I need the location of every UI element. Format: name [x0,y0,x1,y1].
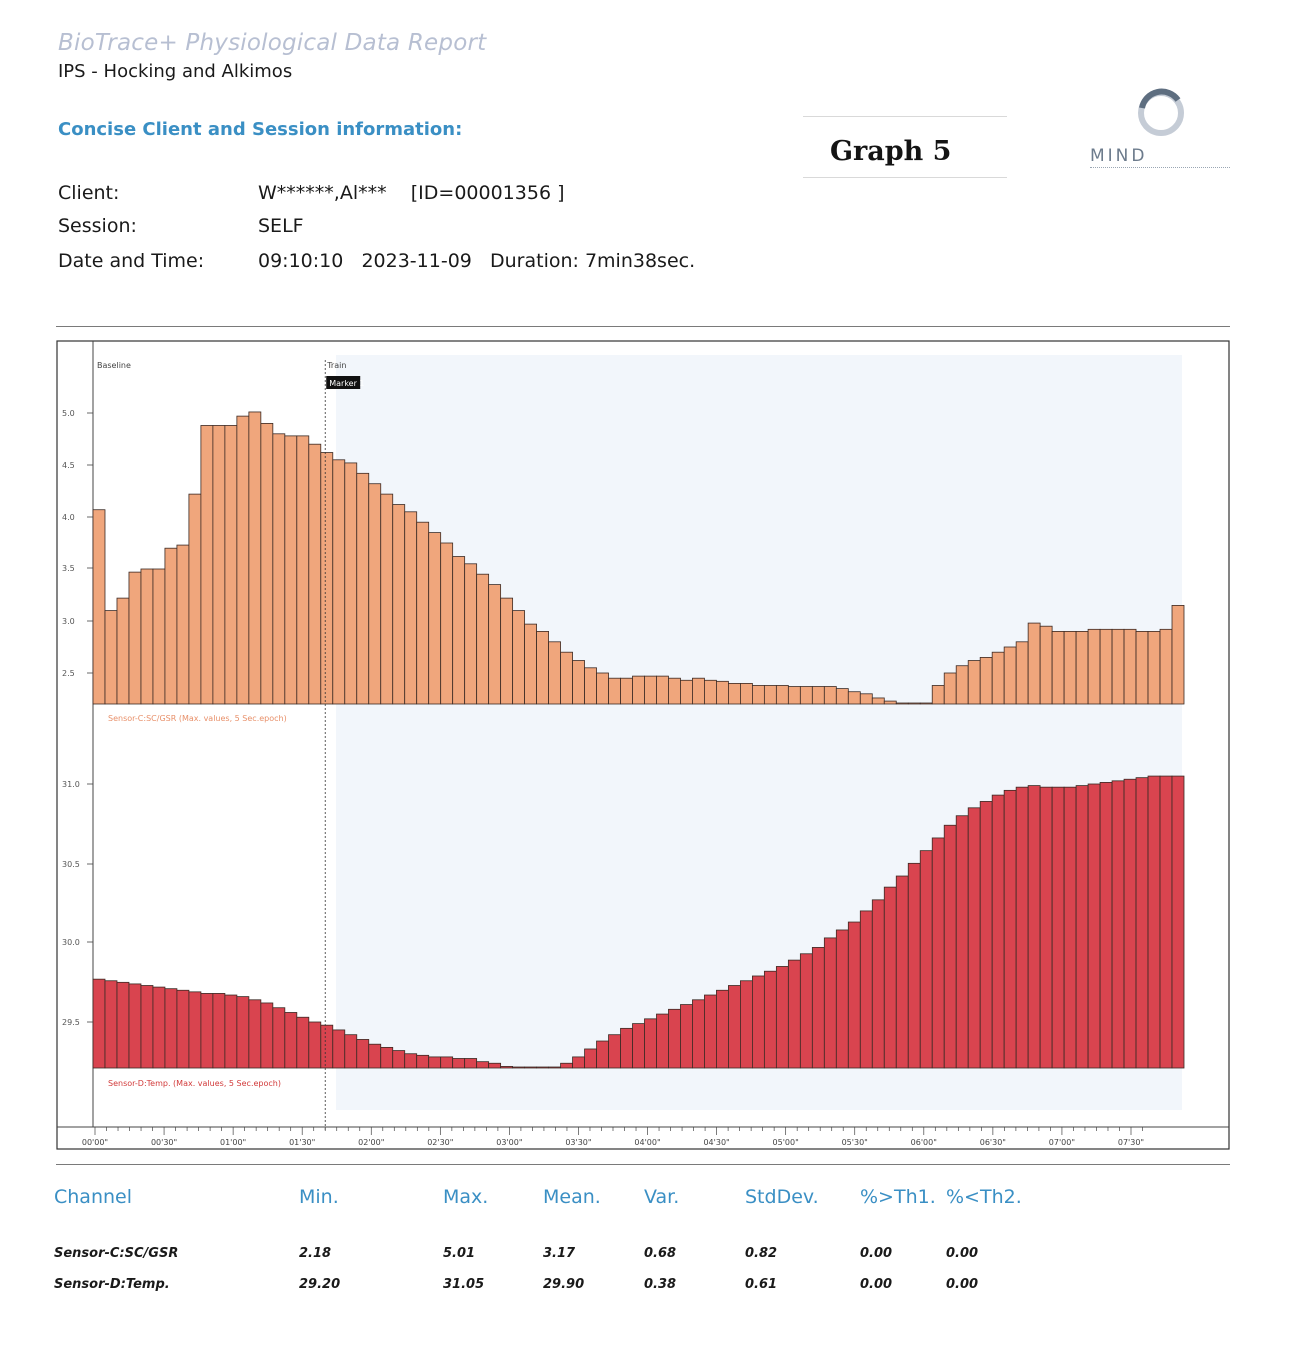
bar-gsr [297,436,309,704]
bar-temp [201,993,213,1068]
bar-temp [597,1041,609,1068]
bar-gsr [1064,631,1076,704]
bar-gsr [824,687,836,704]
bar-temp [908,863,920,1068]
bar-temp [537,1067,549,1068]
bar-temp [501,1066,513,1068]
bar-temp [1004,790,1016,1068]
bar-gsr [597,673,609,704]
y-tick-label: 3.5 [62,564,75,573]
bar-gsr [633,676,645,704]
bar-gsr [848,692,860,704]
bar-gsr [1004,647,1016,704]
bar-temp [1064,787,1076,1068]
y-tick-label: 30.0 [62,938,80,947]
bar-gsr [237,416,249,704]
bar-temp [644,1019,656,1068]
bar-temp [944,825,956,1068]
bar-temp [381,1047,393,1068]
bar-temp [860,911,872,1068]
bar-gsr [1112,629,1124,704]
report-title: BioTrace+ Physiological Data Report [58,30,487,56]
bar-temp [117,982,129,1068]
bar-temp [680,1005,692,1068]
bar-temp [477,1062,489,1068]
bar-temp [968,808,980,1068]
bar-temp [668,1009,680,1068]
bar-temp [656,1014,668,1068]
bar-gsr [968,661,980,704]
bar-temp [429,1057,441,1068]
stats-header: StdDev. [745,1186,819,1208]
bar-gsr [393,505,405,704]
bar-gsr [453,557,465,704]
bar-temp [1040,787,1052,1068]
stats-cell: 0.82 [745,1246,778,1261]
bar-temp [561,1063,573,1068]
bar-temp [105,981,117,1068]
bar-temp [1028,786,1040,1068]
bar-temp [369,1044,381,1068]
bar-temp [513,1067,525,1068]
bar-gsr [896,703,908,704]
bar-gsr [860,694,872,704]
bar-temp [141,986,153,1068]
bar-gsr [776,685,788,704]
bar-temp [764,971,776,1068]
stats-row-channel: Sensor-D:Temp. [54,1277,170,1292]
bar-temp [896,876,908,1068]
organization-name: IPS - Hocking and Alkimos [58,61,293,82]
bar-temp [704,995,716,1068]
bar-temp [153,987,165,1068]
bar-temp [393,1051,405,1068]
bar-gsr [764,685,776,704]
bar-gsr [872,698,884,704]
stats-cell: 29.20 [299,1277,341,1292]
bar-gsr [225,425,237,704]
bar-gsr [788,687,800,704]
bar-temp [273,1008,285,1068]
bar-gsr [417,522,429,704]
bar-temp [728,986,740,1068]
bar-gsr [1076,631,1088,704]
y-tick-label: 3.0 [62,617,75,626]
bar-gsr [165,548,177,704]
bar-temp [884,887,896,1068]
x-tick-label: 03'30" [565,1138,592,1147]
bar-temp [788,960,800,1068]
bar-gsr [680,680,692,704]
stats-cell: 0.00 [860,1277,893,1292]
x-tick-label: 06'30" [979,1138,1006,1147]
bar-gsr [273,434,285,704]
bar-temp [165,989,177,1068]
marker-tag: Marker 1 [329,379,365,388]
bar-temp [920,851,932,1068]
bar-gsr [800,687,812,704]
bar-gsr [1148,631,1160,704]
bar-temp [189,992,201,1068]
bar-temp [309,1022,321,1068]
bar-gsr [920,703,932,704]
stats-cell: 0.00 [946,1277,979,1292]
bar-temp [848,922,860,1068]
bar-temp [177,990,189,1068]
bar-temp [800,954,812,1068]
bar-gsr [908,703,920,704]
bar-gsr [1016,642,1028,704]
bar-temp [1052,787,1064,1068]
x-tick-label: 07'00" [1048,1138,1076,1147]
bar-temp [93,979,105,1068]
bar-gsr [704,680,716,704]
bar-gsr [405,512,417,704]
bar-temp [836,930,848,1068]
series-label: Sensor-D:Temp. (Max. values, 5 Sec.epoch) [108,1079,281,1088]
bar-temp [980,801,992,1068]
bar-temp [573,1057,585,1068]
bar-gsr [525,624,537,704]
x-tick-label: 04'30" [703,1138,730,1147]
bar-temp [417,1055,429,1068]
y-tick-label: 4.5 [62,461,75,470]
bar-temp [1124,779,1136,1068]
bar-gsr [884,701,896,704]
bar-gsr [285,436,297,704]
bar-gsr [932,685,944,704]
bar-temp [285,1012,297,1068]
stats-cell: 0.61 [745,1277,778,1292]
bar-gsr [381,494,393,704]
bar-temp [1160,776,1172,1068]
bar-gsr [213,425,225,704]
bar-gsr [369,484,381,704]
bar-temp [740,981,752,1068]
bar-gsr [189,494,201,704]
stats-cell: 5.01 [443,1246,476,1261]
bar-gsr [309,444,321,704]
bar-temp [225,995,237,1068]
divider-bottom [56,1164,1230,1165]
bar-temp [213,993,225,1068]
bar-gsr [1124,629,1136,704]
bar-temp [525,1067,537,1068]
session-value: SELF [258,215,304,237]
bar-gsr [1088,629,1100,704]
bar-temp [1100,782,1112,1068]
bar-temp [297,1017,309,1068]
bar-gsr [93,510,105,704]
bar-gsr [549,642,561,704]
series-label: Sensor-C:SC/GSR (Max. values, 5 Sec.epoch) [108,714,287,723]
bar-gsr [561,652,573,704]
bar-gsr [656,676,668,704]
bar-gsr [1100,629,1112,704]
bar-gsr [609,678,621,704]
bar-temp [1136,778,1148,1068]
session-label: Session: [58,215,137,237]
x-tick-label: 02'00" [358,1138,385,1147]
bar-temp [872,900,884,1068]
bar-gsr [177,545,189,704]
y-tick-label: 30.5 [62,860,80,869]
bar-gsr [1172,605,1184,704]
stats-header: %<Th2. [946,1186,1022,1208]
bar-gsr [1136,631,1148,704]
bar-gsr [1040,626,1052,704]
bar-gsr [956,666,968,704]
bar-gsr [465,564,477,704]
bar-temp [621,1028,633,1068]
y-tick-label: 31.0 [62,780,80,789]
section-title: Concise Client and Session information: [58,119,463,140]
stats-header: Min. [299,1186,339,1208]
bar-temp [1112,781,1124,1068]
x-tick-label: 01'30" [289,1138,316,1147]
y-tick-label: 4.0 [62,513,75,522]
bar-temp [932,838,944,1068]
bar-temp [357,1039,369,1068]
bar-temp [585,1049,597,1068]
stats-cell: 0.00 [946,1246,979,1261]
stats-cell: 2.18 [299,1246,332,1261]
bar-temp [249,1000,261,1068]
bar-gsr [261,423,273,704]
client-label: Client: [58,182,120,204]
stats-header: Var. [644,1186,680,1208]
y-tick-label: 29.5 [62,1018,80,1027]
x-tick-label: 02'30" [427,1138,454,1147]
bar-gsr [345,463,357,704]
bar-gsr [728,683,740,704]
bar-gsr [117,598,129,704]
bar-gsr [441,543,453,704]
bar-gsr [333,460,345,704]
bar-temp [453,1058,465,1068]
bar-gsr [501,598,513,704]
bar-temp [405,1054,417,1068]
client-value: W******,Al*** [ID=00001356 ] [258,182,565,204]
x-tick-label: 04'00" [634,1138,661,1147]
stats-cell: 3.17 [543,1246,576,1261]
bar-gsr [716,681,728,704]
marker-label: Baseline [97,361,131,370]
bar-temp [633,1024,645,1068]
bar-gsr [585,668,597,704]
bar-gsr [573,661,585,704]
bar-temp [1016,787,1028,1068]
x-tick-label: 00'30" [150,1138,178,1147]
stats-cell: 29.90 [543,1277,585,1292]
bar-gsr [513,611,525,704]
stats-cell: 0.68 [644,1246,677,1261]
bar-gsr [201,425,213,704]
bar-gsr [836,689,848,704]
bar-temp [333,1030,345,1068]
x-tick-label: 03'00" [496,1138,523,1147]
bar-gsr [812,687,824,704]
bar-gsr [944,673,956,704]
bar-gsr [489,585,501,704]
bar-gsr [1160,629,1172,704]
bar-gsr [740,683,752,704]
bar-gsr [1028,623,1040,704]
bar-gsr [644,676,656,704]
bar-temp [609,1035,621,1068]
bar-temp [716,990,728,1068]
y-tick-label: 5.0 [62,409,75,418]
bar-temp [1088,784,1100,1068]
bar-gsr [992,652,1004,704]
x-tick-label: 05'00" [772,1138,799,1147]
bar-gsr [105,611,117,704]
stats-cell: 0.38 [644,1277,677,1292]
stats-header: Channel [54,1186,133,1208]
bar-temp [321,1025,333,1068]
bar-gsr [249,412,261,704]
bar-temp [812,947,824,1068]
bar-temp [345,1035,357,1068]
bar-temp [237,997,249,1068]
bar-temp [465,1058,477,1068]
bar-gsr [357,473,369,704]
bar-temp [441,1057,453,1068]
bar-gsr [1052,631,1064,704]
x-tick-label: 07'30" [1117,1138,1145,1147]
bar-gsr [153,569,165,704]
x-tick-label: 05'30" [841,1138,868,1147]
bar-temp [1076,786,1088,1068]
stats-header: %>Th1. [860,1186,936,1208]
stats-row-channel: Sensor-C:SC/GSR [54,1246,179,1261]
bar-temp [824,938,836,1068]
x-tick-label: 06'00" [910,1138,937,1147]
bar-temp [1148,776,1160,1068]
stats-header: Mean. [543,1186,601,1208]
graph-label: Graph 5 [830,136,952,167]
logo-text: MIND [1090,146,1148,166]
bar-temp [489,1063,501,1068]
datetime-label: Date and Time: [58,250,205,272]
bar-temp [992,795,1004,1068]
bar-gsr [621,678,633,704]
bar-gsr [129,572,141,704]
y-tick-label: 2.5 [62,669,75,678]
bar-gsr [321,453,333,704]
bar-gsr [141,569,153,704]
marker-label: Train [327,361,347,370]
x-tick-label: 00'00" [81,1138,109,1147]
bar-gsr [752,685,764,704]
stats-header: Max. [443,1186,489,1208]
bar-gsr [980,657,992,704]
bar-temp [261,1003,273,1068]
stats-cell: 0.00 [860,1246,893,1261]
x-tick-label: 01'00" [220,1138,247,1147]
stats-cell: 31.05 [443,1277,485,1292]
bar-temp [129,984,141,1068]
bar-temp [549,1067,561,1068]
bar-temp [956,816,968,1068]
bar-temp [752,976,764,1068]
bar-temp [1172,776,1184,1068]
datetime-value: 09:10:10 2023-11-09 Duration: 7min38sec. [258,250,696,272]
bar-temp [692,1000,704,1068]
bar-gsr [429,533,441,704]
bar-gsr [668,678,680,704]
bar-temp [776,966,788,1068]
bar-gsr [477,574,489,704]
bar-gsr [692,678,704,704]
bar-gsr [537,631,549,704]
